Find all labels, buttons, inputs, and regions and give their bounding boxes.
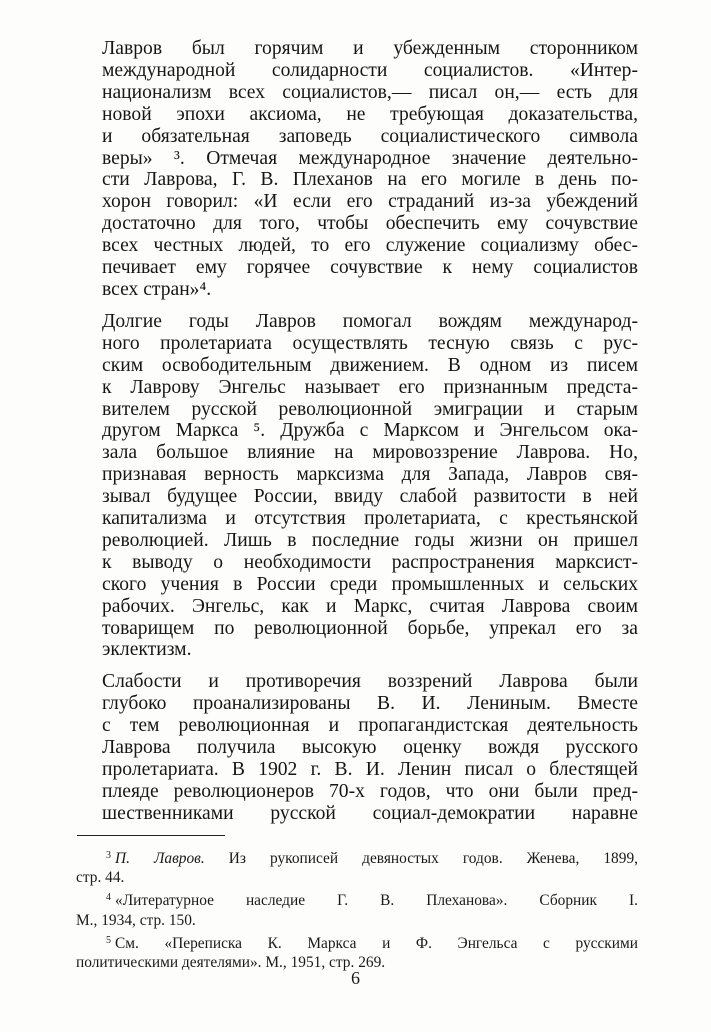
footnote-text: «Литературное наследие Г. В. Плеханова». Сборник I. [115, 892, 638, 910]
text-line: Долгие годы Лавров помогал вождям международ- [102, 310, 638, 332]
footnote-first-line [76, 846, 638, 868]
text-line: ского учения в России среди промышленных и сельских [102, 573, 638, 595]
text-line: товарищем по революционной борьбе, упрекал его за [102, 617, 638, 639]
text-line: Лаврова получила высокую оценку вождя русского [102, 737, 638, 759]
text-line: другом Маркса ⁵. Дружба с Марксом и Энгельсом ока- [102, 420, 638, 442]
text-line: капитализма и отсутствия пролетариата, с крестьянской [102, 508, 638, 530]
text-line: революцией. Лишь в последние годы жизни он пришел [102, 529, 638, 551]
main-text [76, 38, 638, 835]
text-line: всех стран»⁴. [102, 278, 212, 300]
text-line: международной солидарности социалистов. «Интер- [102, 59, 638, 81]
text-line: рабочих. Энгельс, как и Маркс, считая Лаврова своим [102, 595, 638, 617]
text-line: признавая верность марксизма для Запада, Лавров свя- [102, 464, 638, 486]
text-line: хорон говорил: «И если его страданий из-за убеждений [102, 191, 638, 213]
paragraph-3 [76, 671, 638, 824]
text-line: печивает ему горячее сочувствие к нему социалистов [102, 257, 638, 279]
text-line: ного пролетариата осуществлять тесную связь с рус- [102, 332, 638, 354]
paragraph-2 [76, 311, 638, 662]
text-line: эклектизм. [102, 639, 192, 661]
text-line: Лавров был горячим и убежденным сторонником [102, 38, 638, 59]
text-line: достаточно для того, чтобы обеспечить ему сочувствие [102, 213, 638, 235]
paragraph-1 [76, 38, 638, 301]
text-line: с тем революционная и пропагандистская деятельность [102, 715, 638, 737]
footnote-first-line [76, 931, 638, 953]
footnote-first-line [76, 888, 638, 910]
text-line: к Лаврову Энгельс называет его признанным предста- [102, 376, 638, 398]
footnote-line: политическими деятелями». М., 1951, стр. 269. [76, 954, 386, 972]
text-line: зывал будущее России, ввиду слабой развитости в ней [102, 486, 638, 508]
text-line: вителем русской революционной эмиграции и старым [102, 398, 638, 420]
footnote-author: П. Лавров. [115, 850, 205, 867]
text-line: веры» ³. Отмечая международное значение деятельно- [102, 147, 638, 169]
footnote-divider [77, 835, 225, 836]
text-line: шественниками русской социал-демократии наравне [102, 802, 638, 824]
footnote-text: Из рукописей девяностых годов. Женева, 1899, [228, 850, 638, 867]
text-line: новой эпохи аксиома, не требующая доказательства, [102, 103, 638, 125]
text-line: и обязательная заповедь социалистического символа [102, 125, 638, 147]
footnotes [76, 846, 638, 973]
text-line: ским освободительным движением. В одном из писем [102, 354, 638, 376]
text-line: глубоко проанализированы В. И. Лениным. Вместе [102, 693, 638, 715]
footnote-number: 5 [106, 934, 111, 946]
text-line: плеяде революционеров 70-х годов, что они были пред- [102, 780, 638, 802]
footnote-line: М., 1934, стр. 150. [76, 911, 196, 929]
text-line: национализм всех социалистов,— писал он,— есть для [102, 81, 638, 103]
text-line: к выводу о необходимости распространения марксист- [102, 551, 638, 573]
footnote-3 [76, 846, 638, 887]
text-line: всех честных людей, то его служение социализму обес- [102, 235, 638, 257]
footnote-line: стр. 44. [76, 869, 125, 887]
footnote-number: 3 [106, 850, 111, 861]
text-line: сти Лаврова, Г. В. Плеханов на его могиле в день по- [102, 169, 638, 191]
text-line: зала большое влияние на мировоззрение Лаврова. Но, [102, 442, 638, 464]
page-number: 6 [351, 968, 360, 988]
text-line: Слабости и противоречия воззрений Лаврова были [102, 671, 638, 693]
footnote-number: 4 [106, 892, 111, 904]
footnote-4 [76, 888, 638, 929]
text-line: пролетариата. В 1902 г. В. И. Ленин писал о блестящей [102, 759, 638, 780]
footnote-text: См. «Переписка К. Маркса и Ф. Энгельса с русскими [115, 934, 638, 952]
footnote-5 [76, 931, 638, 972]
